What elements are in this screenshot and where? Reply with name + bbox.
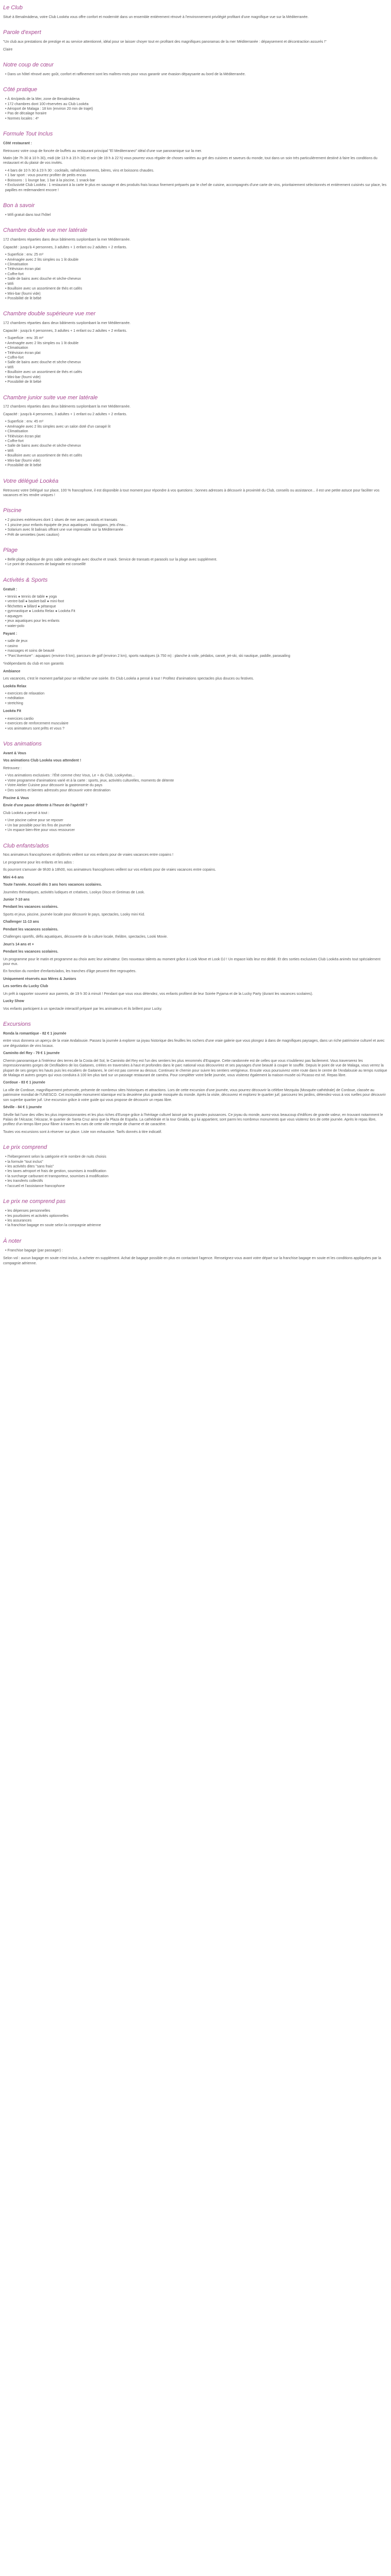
animations-sub2: Piscine & Vous [3,796,29,800]
list-item: • Climatisation [5,262,388,267]
animations-sub2b: Envie d'une pause détente à l'heure de l'apéritif ? [3,804,88,808]
club-intro: Situé à Benalmádena, votre Club Lookéa vous offre confort et modernité dans un ensemble entièrement rénové à l'environnement privilégié profitant d'une magnifique vue sur la Méditerranée. [3,15,309,19]
junior-a: Pendant les vacances scolaires. [3,905,59,909]
caminito-text: Chemin panoramique à l'intérieur des terres de la Costa del Sol, le Caminito del Rey est l'un des sentiers les plus renommés d'Espagne. Cette randonnée est de celles que vous n'oublierez pas facilement. Vous traverserez les impressionnantes gorges de Desfiladero de los Gaitanes, créées en traversées à haut et profondes dans le parc national vous découvrirez et ses paysages d'une beauté à couper le souffle. Depuis le point de vue de Malaga, vous verrez la plupart de ses gorges les hauts puis les escaliers de Gaitanes, le ciel est pas comme au dessus. Continuez le chemin pour suivre les sentiers vertigineux. Ensuite vous poursuivrez votre route dans le centre de l'Andalousie au temps rustique de Malaga et autres gorges qui vous conduira à 100 km plus tard sur un passage restaurant de caméra. Pour compléter votre belle journée, vous visiterez également la maison-musée où Picasso est né. Repas libre. [3,1059,387,1077]
jeun-a: Pendant les vacances scolaires. [3,950,59,954]
chall-b: Challenges sportifs, défis aquatiques, découverte de la culture locale, théâtre, spectacles, Looki Movie. [3,935,168,939]
list-item: • Bouilloire avec un assortiment de thés et cafés [5,453,388,458]
list-item: • Mini-bar (fourni vide) [5,459,388,463]
list-item: • Normes locales : 4* [5,116,388,121]
mini-label: Mini 4-6 ans [3,875,24,879]
payant-list [3,639,388,658]
list-item: • les dépenses personnelles [5,1209,388,1213]
lucky-label: Lucky Show [3,999,24,1004]
relax-list [3,691,388,706]
list-item: • Votre programme d'animations varié et à la carte : sports, jeux, activités culturelles, moments de détente [5,778,388,783]
formule-title: Formule Tout Inclus [3,131,53,138]
list-item: • la franchise bagage en soute selon la compagnie aérienne [5,1223,388,1228]
ambiance-label: Ambiance [3,669,21,673]
list-item: • Aménagée avec 2 lits simples ou 1 lit double [5,258,388,262]
list-item: • Le pont de chaussures de baignade est conseillé [5,562,388,567]
noter-text: Selon vol : aucun bagage en soute n'est inclus, à acheter en supplément. Achat de bagage possible en plus en contactant l'agence. Renseignez-vous avant votre départ sur la franchise bagage en soute et les conditions appliquées par la compagnie aérienne. [3,1257,381,1265]
cordoue-label: Cordoue - 83 € 1 journée [3,1081,45,1085]
payant-note: *indépendants du club et non garantis [3,662,64,666]
formule-text2: Matin (de 7h 30 à 10 h 30), midi (de 13 h à 15 h 30) et soir (de 19 h à 22 h) vous pourrez vous régaler de choses variées au gré des cuisines et saveurs du monde, tout dans un soin très particulièrement destiné à faire les conditions du restaurant et du plaisir de vos invités. [3,157,378,165]
vue-lat-title: Chambre double vue mer latérale [3,227,88,234]
list-item: • Salle de bains avec douche et sèche-cheveux [5,360,388,365]
list-item: • Wifi [5,365,388,370]
parole-text: "Un club aux prestations de prestige et au service attentionné, idéal pour se laisser choyer tout en profitant des magnifiques panoramas de la mer Méditerranée : dépaysement et décontraction assurés !" [3,40,327,44]
animations-list [3,773,388,793]
list-item: • les taxes aéroport et frais de gestion, soumises à modification [5,1169,388,1174]
list-item: • vos animateurs sont prêts et vous ? [5,726,388,731]
list-item: • gymnastique ● Lookéa Relax ● Lookéa Fit [5,609,388,614]
list-item: • Salle de bains avec douche et sèche-cheveux [5,277,388,281]
list-item: • Belle plage publique de gros sable aménagée avec douche et snack. Service de transats et parasols sur la plage avec supplément. [5,557,388,562]
caminito-label: Caminito del Rey - 79 € 1 journée [3,1052,60,1056]
piscine-list [3,518,388,537]
list-item: • l'accueil et l'assistance francophone [5,1184,388,1189]
junior-text: 172 chambres réparties dans deux bâtiments surplombant la mer Méditerranée. [3,405,131,409]
list-item: • Un espace bien-être pour vous ressourcer [5,828,388,833]
list-item: • la surcharge carburant et transporteur, soumises à modification [5,1174,388,1179]
list-item: • Climatisation [5,429,388,434]
noter-title: À noter [3,1238,22,1244]
list-item: • stretching [5,701,388,706]
relax-label: Lookéa Relax [3,684,27,688]
list-item: • Dans un hôtel rénové avec goût, confort et raffinement sont les maîtres-mots pour vous garantir une évasion dépaysante au bord de la Méditerranée. [5,72,388,77]
ronda-label: Ronda la romantique - 82 € 1 journée [3,1031,67,1036]
list-item: • tennis ● tennis de table ● yoga [5,595,388,599]
list-item: • Des soirées et bientes adressés pour découvrir votre destination [5,788,388,793]
list-item: • fléchettes ● billard ● pétanque [5,604,388,609]
animations-title: Vos animations [3,741,42,748]
list-item: • Mini-bar (fourni vide) [5,375,388,380]
list-item: • Possibilité de lit bébé [5,463,388,468]
gratuit-label: Gratuit : [3,587,18,591]
list-item: • 1 piscine pour enfants équipée de jeux aquatiques : toboggans, jets d'eau... [5,523,388,528]
list-item: • les pourboires et activités optionnelles [5,1214,388,1218]
list-item: • Salle de bains avec douche et sèche-cheveux [5,444,388,448]
list-item: • Une piscine calme pour se reposer [5,818,388,823]
enfants-text3: Ils pourront s'amuser de 9h30 à 18h00, nos animateurs francophones veillent sur vos enfants pour de vraies vacances entre copains. [3,868,216,872]
list-item: • À 4m/pieds de la Mer, zone de Benalmádena [5,97,388,101]
list-item: • Un bar possible pour les fins de journée [5,823,388,828]
list-item: • Votre Atelier Cuisine pour découvrir la gastronomie du pays [5,783,388,788]
formule-text1: Retrouvez votre coup de foncée de buffets au restaurant principal "El Mediterraneo" idéal d'une vue panoramique sur la mer. [3,149,202,153]
coup-title: Notre coup de cœur [3,62,54,68]
activites-title: Activités & Sports [3,577,48,583]
excursions-title: Excursions [3,1021,31,1028]
seville-text: Séville fait l'une des villes les plus impressionnantes et les plus riches d'Europe grâce à l'héritage culturel laissé par les grandes puissances. Ce joyau du monde, aurez-vous beaucoup d'édifices de grande valeur, en trouvant notamment le Palais de l'Alcazar, l'Alcazar, le quartier de Santa Cruz ainsi que la Plaza de España. La cathédrale et la tour Giralda, qui lui appartient, sont parmi les nombreux monuments que vous visiterez lors de cette journée. Après le repas libre, profitez d'un temps libre pour flâner à travers les rues de cette ville remplie de charme et de caractère. [3,1113,383,1127]
list-item: • Aménagée avec 2 lits simples avec un salon doté d'un canapé lit [5,425,388,429]
list-item: • Vos animations exclusives : l'Été comme chez Vous, Le + du Club, Lookyvéas... [5,773,388,778]
list-item: • Wifi [5,449,388,453]
ronda-text: entre vous donnera un aperçu de la vraie Andalousie. Passez la journée à explorer sa joyau historique des feuilles les rochers d'une vraie galerie que vous plongez à dans de magnifiques paysages, dans un riche patrimoine culturel et avec une dégustation de vins locaux. [3,1039,385,1048]
list-item: • Bouilloire avec un assortiment de thés et cafés [5,370,388,375]
list-item: • "Parc'Aventure" : aquaparc (environ 6 km), parcours de golf (environ 2 km), sports nautiques (à 750 m) : planche à voile, pédalos, canoë, jet-ski, ski nautique, paddle, parasailing [5,654,388,658]
parole-author: Claire [3,47,13,52]
chall-a: Pendant les vacances scolaires. [3,927,59,931]
list-item: • casino [5,644,388,649]
list-item: • Aménagée avec 2 lits simples ou 1 lit double [5,341,388,346]
list-item: • Franchise bagage (par passager) : [5,1248,388,1253]
enfants-note1: En fonction du nombre d'enfants/ados, les tranches d'âge peuvent être regroupées. [3,970,137,974]
bon-title: Bon à savoir [3,202,35,209]
list-item: • Wifi [5,282,388,286]
list-item: • ventre-ball ● basket-ball ● mini-foot [5,599,388,604]
list-item: • Mini-bar (fourni vide) [5,292,388,296]
jeun-b: Un programme pour le matin et programme au choix avec leur animateur. Des nouveaux talents au moment grâce à Look Move et Look DJ ! Un espace kids leur est dédié. Et des sorties exclusives Club Lookéa animés tout spécialement pour eux. [3,957,381,966]
junior-label: Junior 7-10 ans [3,898,30,902]
fit-list [3,717,388,731]
vue-lat-cap: Capacité : jusqu'à 4 personnes, 3 adultes + 1 enfant ou 2 adultes + 2 enfants. [3,245,127,249]
list-item: • massages et soins de beauté [5,649,388,653]
list-item: • Superficie : env. 45 m² [5,419,388,424]
lucky-text: Vos enfants participent à un spectacle interactif préparé par les animateurs et ils brillent pour Lucky. [3,1007,162,1011]
plage-title: Plage [3,547,18,553]
list-item: • Exclusivité Club Lookéa : 1 restaurant à la carte le plus en sauvage et des produits frais locaux finement préparés par le chef de cuisine, accompagnés d'une carte de vins, prioritairement sélectionnés et entièrement cuisinés sur place, les papilles en redemandent encore ! [5,183,388,193]
sup-lat-list [3,336,388,384]
list-item: • la formule "tout inclus" [5,1160,388,1164]
enfants-title: Club enfants/ados [3,842,49,849]
list-item: • Télévision écran plat [5,267,388,272]
list-item: • Télévision écran plat [5,434,388,439]
prix-title: Le prix comprend [3,1144,47,1151]
formule-list [3,168,388,193]
mini-b: Journées thématiques, activités ludiques et créatives, Lookyo Disco et Greimas de Look. [3,890,145,894]
list-item: • Prêt de serviettes (avec caution) [5,533,388,537]
bon-list [3,213,388,217]
enfants-text1: Nos animateurs francophones et diplômés veillent sur vos enfants pour de vraies vacances entre copains ! [3,853,173,857]
list-item: • Solarium avec lit balinais offrant une vue imprenable sur la Méditerranée [5,528,388,532]
club-title: Le Club [3,5,23,11]
animations-list2 [3,818,388,833]
list-item: • méditation [5,696,388,701]
sup-lat-title: Chambre double supérieure vue mer [3,311,96,317]
list-item: • 2 piscines extérieures dont 1 situes de mer avec parasols et transats [5,518,388,522]
fit-label: Lookéa Fit [3,709,22,714]
list-item: • Wifi gratuit dans tout l'hôtel [5,213,388,217]
jeun-label: Jeun's 14 ans et + [3,942,34,946]
list-item: • Aéroport de Malaga : 18 km (environ 20 min de trajet) [5,107,388,111]
list-item: • les transferts collectifs [5,1179,388,1183]
cote-title: Côté pratique [3,87,38,93]
list-item: • water-polo [5,624,388,629]
list-item: • Coffre-fort [5,355,388,360]
uni-a: Les sorties du Lucky Club [3,985,48,989]
nonprix-list [3,1209,388,1228]
vue-lat-text: 172 chambres réparties dans deux bâtiments surplombant la mer Méditerranée. [3,238,131,242]
sup-lat-text: 172 chambres réparties dans deux bâtiments surplombant la mer Méditerranée. [3,321,131,326]
list-item: • Pas de décalage horaire [5,111,388,116]
noter-list [3,1248,388,1253]
junior-b: Sports et jeux, piscine, journée locale pour découvrir le pays, spectacles, Looky mini Kid. [3,912,145,917]
list-item: • aquagym [5,614,388,619]
animations-intro: Retrouvez : [3,766,22,770]
list-item: • l'hébergement selon la catégorie et le nombre de nuits choisis [5,1155,388,1159]
list-item: • Climatisation [5,346,388,350]
enfants-text2: Le programme pour les enfants et les ados : [3,860,74,865]
chall-label: Challenger 11-13 ans [3,920,39,924]
seville-label: Séville - 84 € 1 journée [3,1106,42,1110]
piscine-title: Piscine [3,507,22,514]
payant-label: Payant : [3,632,18,636]
list-item: • exercices de renforcement musculaire [5,721,388,726]
animations-sub2c: Club Lookéa a pensé à tout : [3,811,50,815]
gratuit-list [3,595,388,629]
list-item: • 4 bars de 10 h 30 à 23 h 30 : cocktails, rafraîchissements, bières, vins et boissons chaudes. [5,168,388,173]
parole-title: Parole d'expert [3,29,41,36]
list-item: • salle de jeux [5,639,388,643]
delegue-text: Retrouvez votre Délégué sur place, 100 % francophone, il est disponible à tout moment pour répondre à vos questions ; bonnes adresses à découvrir à proximité du Club, conseils ou assistance... il est une petite astuce pour faciliter vos vacances et les rendre uniques ! [3,488,380,497]
delegue-title: Votre délégué Lookéa [3,478,59,484]
mini-a: Toute l'année. Accueil dès 3 ans hors vacances scolaires. [3,883,102,887]
list-item: • Possibilité de lit bébé [5,380,388,384]
vue-lat-list [3,252,388,301]
list-item: • exercices de relaxation [5,691,388,696]
page [0,0,391,1270]
cote-list [3,97,388,121]
list-item: • les activités dites "sans frais" [5,1164,388,1169]
list-item: • exercices cardio [5,717,388,721]
prix-list [3,1155,388,1189]
list-item: • 1 bar sport : vous pourrez profiter de petits encas [5,173,388,178]
sup-lat-cap: Capacité : jusqu'à 4 personnes, 3 adultes + 1 enfant ou 2 adultes + 2 enfants. [3,329,127,333]
junior-list [3,419,388,468]
formule-subtitle: Côté restaurant : [3,142,32,146]
list-item: • Coffre-fort [5,272,388,277]
animations-sub1: Avant & Vous [3,751,26,755]
list-item: • Superficie : env. 25 m² [5,252,388,257]
junior-title: Chambre junior suite vue mer latérale [3,394,98,401]
nonprix-title: Le prix ne comprend pas [3,1198,66,1205]
list-item: • Possibilité de lit bébé [5,296,388,301]
cordoue-text: La ville de Cordoue, magnifiquement préservée, présente de nombreux sites historiques et attractions. Lors de cette excursion d'une journée, vous pourrez découvrir la célèbre Mezquita (Mosquée-cathédrale) de Cordoue, classée au patrimoine mondial de l'UNESCO. Cet incroyable monument islamique est la deuxième plus grande mosquée du monde. Après la visite, découvrez et explorez le quartier juif, parcourez les jardins, détendez-vous à vos ruelles pour découvrir son superbe quartier juif. Une excursion grâce à votre guide qui vous propose de découvrir un repas libre. [3,1088,386,1102]
list-item: • Boissons : 1 lounge bar, 1 bar à la piscine, 1 snack-bar [5,178,388,183]
ambiance-text: Les vacances, c'est le moment parfait pour se relâcher une soirée. En Club Lookéa a pensé à tout ! Profitez d'animations spectacles plus douces ou festives. [3,677,254,681]
animations-sub1b: Vos animations Club Lookéa vous attendent ! [3,759,82,763]
uni-label: Uniquement réservés aux Mères & Juniors [3,977,76,981]
list-item: • jeux aquatiques pour les enfants [5,619,388,623]
coup-list [3,72,388,77]
list-item: • Superficie : env. 35 m² [5,336,388,341]
uni-b: Un prêt à rapporter souvenir aux parents, de 19 h 30 à minuit ! Pendant que vous vous détendez, vos enfants profitent de leur Soirée Pyjama et de la Lucky Party (durant les vacances scolaires). [3,992,313,996]
list-item: • Bouilloire avec un assortiment de thés et cafés [5,286,388,291]
list-item: • Coffre-fort [5,439,388,444]
list-item: • les assurances [5,1218,388,1223]
plage-list [3,557,388,567]
junior-cap: Capacité : jusqu'à 4 personnes, 3 adultes + 1 enfant ou 2 adultes + 2 enfants. [3,412,127,416]
list-item: • Télévision écran plat [5,351,388,355]
excursions-note: Toutes vos excursions sont à réserver sur place. Liste non exhaustive. Tarifs donnés à titre indicatif. [3,1130,162,1134]
list-item: • 172 chambres dont 100 réservées au Club Lookéa [5,102,388,107]
